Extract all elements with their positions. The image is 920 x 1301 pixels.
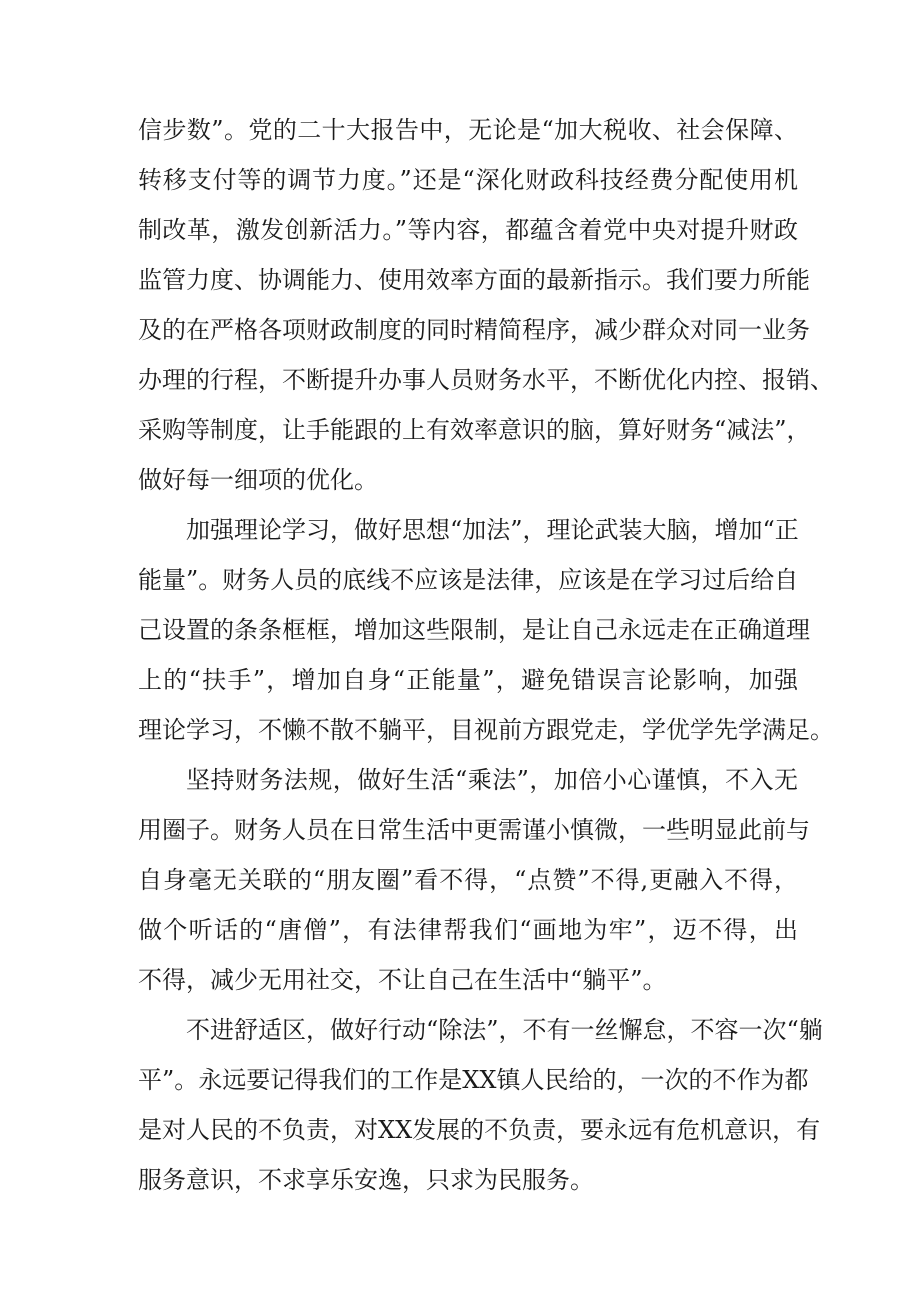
paragraph-3-line-1: 坚持财务法规，做好生活“乘法”，加倍小心谨慎，不入无 [186, 766, 798, 794]
paragraph-3-line-2: 用圈子。财务人员在日常生活中更需谨小慎微，一些明显此前与 [138, 816, 810, 844]
paragraph-4-line-2: 平”。永远要记得我们的工作是XX镇人民给的，一次的不作为都 [138, 1066, 809, 1094]
paragraph-2-line-4: 上的“扶手”，增加自身“正能量”，避免错误言论影响，加强 [138, 666, 798, 694]
paragraph-1-line-6: 办理的行程，不断提升办事人员财务水平，不断优化内控、报销、 [138, 366, 834, 394]
paragraph-2-line-1: 加强理论学习，做好思想“加法”，理论武装大脑，增加“正 [186, 516, 799, 544]
paragraph-3-line-3: 自身毫无关联的“朋友圈”看不得，“点赞”不得,更融入不得， [138, 866, 798, 894]
paragraph-1-line-3: 制改革，激发创新活力。”等内容，都蕴含着党中央对提升财政 [138, 216, 798, 244]
paragraph-1-line-1: 信步数”。党的二十大报告中，无论是“加大税收、社会保障、 [138, 116, 798, 144]
paragraph-2-line-2: 能量”。财务人员的底线不应该是法律，应该是在学习过后给自 [138, 566, 799, 594]
paragraph-2-line-5: 理论学习，不懒不散不躺平，目视前方跟党走，学优学先学满足。 [138, 716, 834, 744]
paragraph-3-line-5: 不得，减少无用社交，不让自己在生活中“躺平”。 [138, 966, 667, 994]
paragraph-4-line-1: 不进舒适区，做好行动“除法”，不有一丝懈怠，不容一次“躺 [186, 1016, 823, 1044]
paragraph-3-line-4: 做个听话的“唐僧”，有法律帮我们“画地为牢”，迈不得，出 [138, 916, 798, 944]
paragraph-1-line-7: 采购等制度，让手能跟的上有效率意识的脑，算好财务“减法”， [138, 416, 811, 444]
paragraph-4-line-3: 是对人民的不负责，对XX发展的不负责，要永远有危机意识，有 [138, 1116, 821, 1144]
paragraph-1-line-8: 做好每一细项的优化。 [138, 466, 378, 494]
paragraph-1-line-4: 监管力度、协调能力、使用效率方面的最新指示。我们要力所能 [138, 266, 810, 294]
paragraph-1-line-2: 转移支付等的调节力度。”还是“深化财政科技经费分配使用机 [138, 166, 798, 194]
paragraph-4-line-4: 服务意识，不求享乐安逸，只求为民服务。 [138, 1166, 594, 1194]
paragraph-2-line-3: 己设置的条条框框，增加这些限制，是让自己永远走在正确道理 [138, 616, 810, 644]
paragraph-1-line-5: 及的在严格各项财政制度的同时精简程序，减少群众对同一业务 [138, 316, 810, 344]
